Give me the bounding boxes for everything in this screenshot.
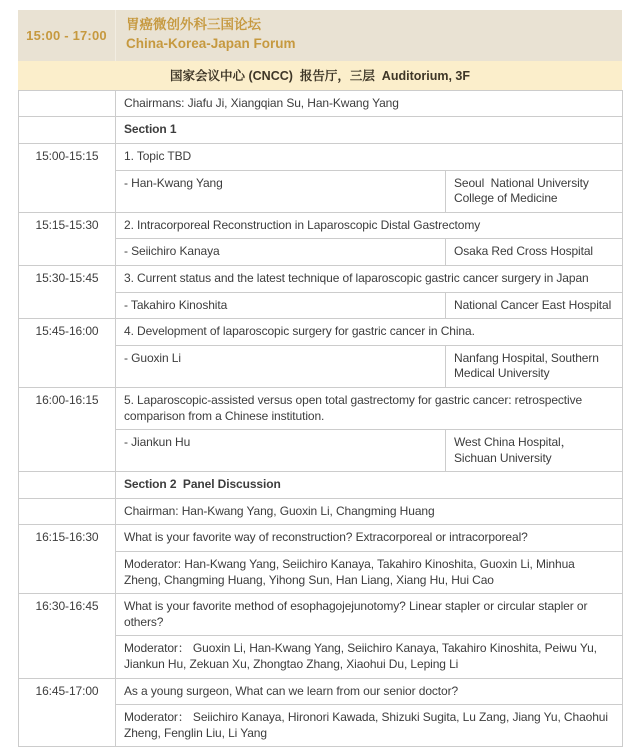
forum-title-en: China-Korea-Japan Forum — [126, 35, 296, 51]
chairman-cell: Chairman: Han-Kwang Yang, Guoxin Li, Changming Huang — [116, 498, 623, 525]
moderator-cell: Moderator： Guoxin Li, Han-Kwang Yang, Seiichiro Kanaya, Takahiro Kinoshita, Peiwu Yu, Jiankun Hu, Zekuan Xu, Zhongtao Zhang, Xiaohui Du, Leping Li — [116, 636, 623, 678]
schedule-row — [19, 143, 623, 170]
schedule-row — [19, 319, 623, 346]
time-cell: 15:30-15:45 — [19, 265, 116, 318]
moderator-cell: Moderator: Han-Kwang Yang, Seiichiro Kanaya, Takahiro Kinoshita, Guoxin Li, Minhua Zheng, Changming Huang, Yihong Sun, Han Liang, Xiang Hu, Hui Cao — [116, 552, 623, 594]
forum-title-zh: 胃癌微创外科三国论坛 — [126, 17, 261, 32]
time-cell: 16:45-17:00 — [19, 678, 116, 747]
question-cell: What is your favorite way of reconstruction? Extracorporeal or intracorporeal? — [116, 525, 623, 552]
forum-title — [116, 10, 306, 61]
venue-bar: 国家会议中心 (CNCC) 报告厅，三层 Auditorium, 3F — [18, 61, 622, 90]
topic-cell: 3. Current status and the latest technique of laparoscopic gastric cancer surgery in Japan — [116, 265, 623, 292]
schedule-table — [18, 90, 623, 747]
schedule-row — [19, 678, 623, 705]
schedule-row — [19, 594, 623, 636]
question-cell: What is your favorite method of esophagojejunotomy? Linear stapler or circular stapler or others? — [116, 594, 623, 636]
section-header-cell: Section 1 — [116, 117, 623, 144]
topic-cell: 2. Intracorporeal Reconstruction in Laparoscopic Distal Gastrectomy — [116, 212, 623, 239]
time-cell-empty — [19, 90, 116, 117]
affiliation-cell: National Cancer East Hospital — [446, 292, 623, 319]
schedule-row — [19, 525, 623, 552]
schedule-row — [19, 387, 623, 429]
speaker-cell: - Jiankun Hu — [116, 430, 446, 472]
time-cell: 15:15-15:30 — [19, 212, 116, 265]
speaker-cell: - Seiichiro Kanaya — [116, 239, 446, 266]
time-cell: 16:00-16:15 — [19, 387, 116, 471]
time-cell-empty — [19, 498, 116, 525]
chairmans-cell: Chairmans: Jiafu Ji, Xiangqian Su, Han-Kwang Yang — [116, 90, 623, 117]
affiliation-cell: Nanfang Hospital, Southern Medical University — [446, 345, 623, 387]
time-cell: 15:45-16:00 — [19, 319, 116, 388]
topic-cell: 5. Laparoscopic-assisted versus open total gastrectomy for gastric cancer: retrospective comparison from a Chinese institution. — [116, 387, 623, 429]
speaker-cell: - Guoxin Li — [116, 345, 446, 387]
moderator-cell: Moderator： Seiichiro Kanaya, Hironori Kawada, Shizuki Sugita, Lu Zang, Jiang Yu, Chaohui Zheng, Fenglin Liu, Li Yang — [116, 705, 623, 747]
topic-cell: 4. Development of laparoscopic surgery for gastric cancer in China. — [116, 319, 623, 346]
affiliation-cell: West China Hospital，Sichuan University — [446, 430, 623, 472]
question-cell: As a young surgeon, What can we learn from our senior doctor? — [116, 678, 623, 705]
speaker-cell: - Han-Kwang Yang — [116, 170, 446, 212]
forum-schedule-page — [18, 10, 622, 747]
time-cell: 16:30-16:45 — [19, 594, 116, 678]
schedule-row — [19, 117, 623, 144]
forum-header — [18, 10, 622, 61]
affiliation-cell: Osaka Red Cross Hospital — [446, 239, 623, 266]
speaker-cell: - Takahiro Kinoshita — [116, 292, 446, 319]
schedule-row — [19, 498, 623, 525]
affiliation-cell: Seoul National University College of Medicine — [446, 170, 623, 212]
time-cell: 16:15-16:30 — [19, 525, 116, 594]
forum-time-range: 15:00 - 17:00 — [18, 10, 116, 61]
schedule-row — [19, 90, 623, 117]
topic-cell: 1. Topic TBD — [116, 143, 623, 170]
schedule-row — [19, 212, 623, 239]
time-cell-empty — [19, 472, 116, 499]
time-cell-empty — [19, 117, 116, 144]
section-header-cell: Section 2 Panel Discussion — [116, 472, 623, 499]
schedule-row — [19, 472, 623, 499]
schedule-row — [19, 265, 623, 292]
time-cell: 15:00-15:15 — [19, 143, 116, 212]
